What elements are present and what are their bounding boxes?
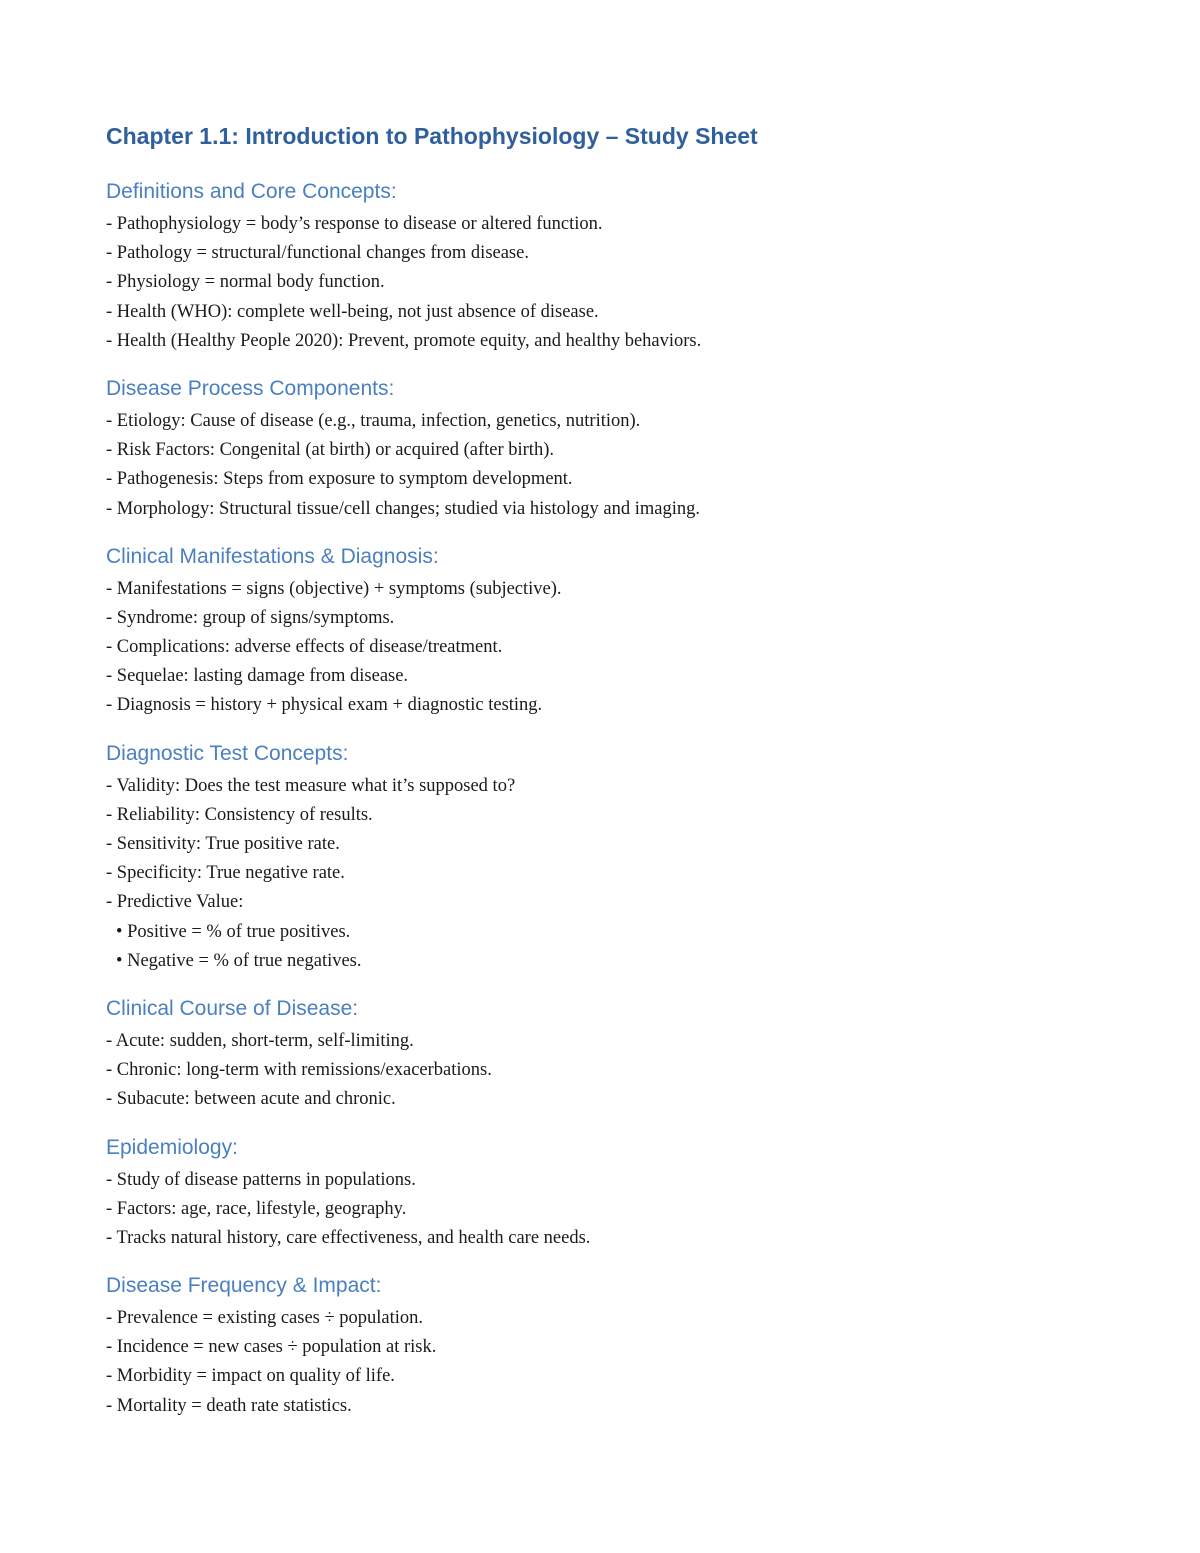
- list-item: - Morphology: Structural tissue/cell changes; studied via histology and imaging.: [106, 498, 700, 519]
- sub-list-item: • Negative = % of true negatives.: [116, 950, 362, 971]
- section-diagnostic-tests: [106, 736, 1106, 976]
- list-item: - Health (Healthy People 2020): Prevent, promote equity, and healthy behaviors.: [106, 330, 702, 351]
- list-item: - Chronic: long-term with remissions/exacerbations.: [106, 1060, 492, 1081]
- spacer: [106, 1253, 1106, 1268]
- list-item: - Prevalence = existing cases ÷ population.: [106, 1308, 424, 1329]
- spacer: [106, 1115, 1106, 1130]
- list-item: - Physiology = normal body function.: [106, 272, 385, 293]
- spacer: [106, 356, 1106, 371]
- section-heading: Disease Frequency & Impact:: [106, 1274, 382, 1298]
- list-item: - Syndrome: group of signs/symptoms.: [106, 607, 395, 628]
- list-item: - Mortality = death rate statistics.: [106, 1395, 352, 1416]
- list-item: - Diagnosis = history + physical exam + diagnostic testing.: [106, 695, 543, 716]
- document-content: [106, 118, 1106, 1421]
- list-item: - Pathophysiology = body’s response to disease or altered function.: [106, 214, 603, 234]
- section-heading: Clinical Course of Disease:: [106, 996, 359, 1020]
- list-item: - Factors: age, race, lifestyle, geography.: [106, 1198, 407, 1219]
- spacer: [106, 976, 1106, 991]
- section-item-list: [106, 210, 1106, 356]
- section-heading: Definitions and Core Concepts:: [106, 180, 397, 203]
- section-item-list: [106, 1304, 1106, 1421]
- section-clinical-course: [106, 991, 1106, 1115]
- list-item: - Pathogenesis: Steps from exposure to symptom development.: [106, 469, 573, 490]
- sub-list-item: • Positive = % of true positives.: [116, 921, 351, 942]
- section-definitions: [106, 174, 1106, 356]
- section-disease-process: [106, 371, 1106, 524]
- document-title: Chapter 1.1: Introduction to Pathophysiology – Study Sheet: [106, 123, 758, 149]
- section-heading: Epidemiology:: [106, 1135, 238, 1159]
- section-heading: Disease Process Components:: [106, 376, 395, 400]
- list-item: - Reliability: Consistency of results.: [106, 804, 373, 825]
- list-item: - Sequelae: lasting damage from disease.: [106, 666, 409, 687]
- list-item: - Predictive Value:: [106, 892, 244, 913]
- list-item: - Complications: adverse effects of disease/treatment.: [106, 637, 503, 658]
- spacer: [106, 524, 1106, 539]
- list-item: - Incidence = new cases ÷ population at risk.: [106, 1337, 437, 1358]
- list-item: - Study of disease patterns in populations.: [106, 1169, 416, 1190]
- list-item: - Manifestations = signs (objective) + symptoms (subjective).: [106, 578, 562, 599]
- list-item: - Morbidity = impact on quality of life.: [106, 1366, 395, 1387]
- section-disease-frequency: [106, 1268, 1106, 1421]
- spacer: [106, 721, 1106, 736]
- list-item: - Validity: Does the test measure what it’s supposed to?: [106, 775, 516, 796]
- section-item-list: [106, 575, 1106, 721]
- list-item: - Specificity: True negative rate.: [106, 863, 345, 884]
- list-item: - Acute: sudden, short-term, self-limiting.: [106, 1030, 414, 1051]
- section-item-list: [106, 1166, 1106, 1254]
- list-item: - Pathology = structural/functional changes from disease.: [106, 243, 529, 264]
- section-heading: Clinical Manifestations & Diagnosis:: [106, 544, 439, 568]
- list-item: - Etiology: Cause of disease (e.g., trauma, infection, genetics, nutrition).: [106, 410, 641, 431]
- section-epidemiology: [106, 1130, 1106, 1254]
- list-item: - Risk Factors: Congenital (at birth) or acquired (after birth).: [106, 440, 554, 461]
- section-clinical-manifestations: [106, 539, 1106, 721]
- list-item: - Sensitivity: True positive rate.: [106, 834, 340, 854]
- section-heading: Diagnostic Test Concepts:: [106, 741, 349, 765]
- list-item: - Subacute: between acute and chronic.: [106, 1089, 396, 1110]
- section-item-list: [106, 772, 1106, 976]
- list-item: - Tracks natural history, care effectiveness, and health care needs.: [106, 1227, 591, 1248]
- list-item: - Health (WHO): complete well-being, not just absence of disease.: [106, 301, 599, 322]
- spacer: [106, 154, 1106, 174]
- section-item-list: [106, 1027, 1106, 1115]
- section-item-list: [106, 407, 1106, 524]
